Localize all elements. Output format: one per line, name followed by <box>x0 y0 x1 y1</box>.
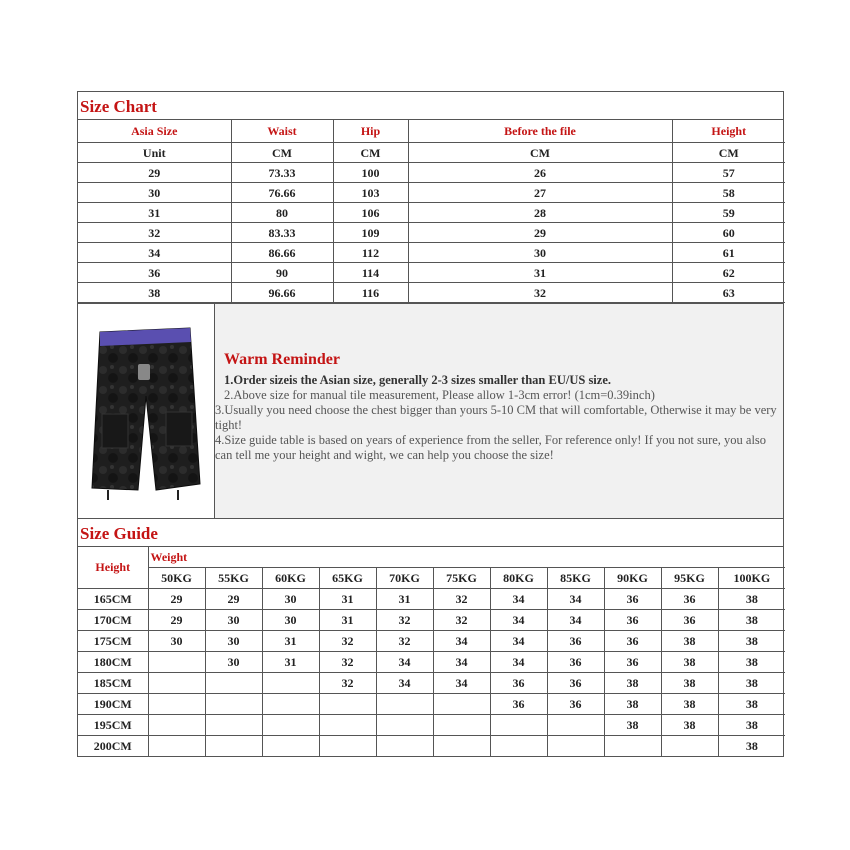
height-cell: 175CM <box>78 631 148 652</box>
chart-cell: 31 <box>408 263 672 283</box>
chart-cell: 112 <box>333 243 408 263</box>
weight-cell: 55KG <box>205 568 262 589</box>
chart-header-cell: Before the file <box>408 120 672 143</box>
chart-header-cell: Waist <box>231 120 333 143</box>
guide-cell: 34 <box>376 652 433 673</box>
guide-cell: 38 <box>718 715 785 736</box>
guide-cell <box>376 715 433 736</box>
chart-cell: 61 <box>672 243 785 263</box>
chart-cell: 59 <box>672 203 785 223</box>
guide-cell: 36 <box>547 652 604 673</box>
guide-cell <box>205 673 262 694</box>
guide-cell: 34 <box>490 589 547 610</box>
guide-cell <box>262 736 319 757</box>
weight-header: Weight <box>148 547 785 568</box>
size-sheet <box>77 91 784 757</box>
chart-cell: 100 <box>333 163 408 183</box>
weight-cell: 60KG <box>262 568 319 589</box>
guide-cell: 32 <box>376 610 433 631</box>
guide-cell <box>148 715 205 736</box>
chart-cell: 114 <box>333 263 408 283</box>
chart-cell: 86.66 <box>231 243 333 263</box>
guide-cell <box>319 694 376 715</box>
chart-cell: 31 <box>78 203 231 223</box>
guide-cell: 36 <box>661 610 718 631</box>
size-guide-table <box>78 547 785 756</box>
guide-cell <box>319 736 376 757</box>
guide-cell: 38 <box>661 673 718 694</box>
guide-cell <box>262 715 319 736</box>
chart-cell: 38 <box>78 283 231 303</box>
guide-cell <box>262 673 319 694</box>
size-chart-title: Size Chart <box>78 92 783 120</box>
table-row <box>78 263 785 283</box>
chart-cell: 62 <box>672 263 785 283</box>
guide-cell: 31 <box>319 589 376 610</box>
guide-cell <box>205 736 262 757</box>
guide-cell <box>433 736 490 757</box>
chart-cell: 34 <box>78 243 231 263</box>
chart-cell: 58 <box>672 183 785 203</box>
chart-header-cell: Height <box>672 120 785 143</box>
guide-cell <box>661 736 718 757</box>
guide-cell <box>490 715 547 736</box>
chart-cell: 63 <box>672 283 785 303</box>
reminder-title: Warm Reminder <box>224 351 340 368</box>
table-row <box>78 694 785 715</box>
guide-cell: 34 <box>547 610 604 631</box>
guide-cell <box>148 694 205 715</box>
chart-cell: 28 <box>408 203 672 223</box>
reminder-line-3: 3.Usually you need choose the chest bigger than yours 5-10 CM that will comfortable, Otherwise it may be very tight! <box>215 403 777 432</box>
guide-cell: 38 <box>718 736 785 757</box>
guide-cell: 36 <box>490 694 547 715</box>
chart-cell: 32 <box>78 223 231 243</box>
chart-cell: 60 <box>672 223 785 243</box>
guide-cell: 36 <box>661 589 718 610</box>
chart-header-cell: Hip <box>333 120 408 143</box>
guide-cell: 31 <box>262 652 319 673</box>
table-row <box>78 715 785 736</box>
chart-cell: 109 <box>333 223 408 243</box>
weight-cell: 95KG <box>661 568 718 589</box>
guide-cell: 34 <box>490 631 547 652</box>
chart-unit-row <box>78 143 785 163</box>
guide-cell: 34 <box>490 652 547 673</box>
guide-cell: 36 <box>604 631 661 652</box>
chart-cell: 80 <box>231 203 333 223</box>
guide-cell <box>376 736 433 757</box>
chart-unit-cell: CM <box>408 143 672 163</box>
guide-cell: 38 <box>661 631 718 652</box>
guide-cell: 38 <box>718 694 785 715</box>
chart-cell: 76.66 <box>231 183 333 203</box>
guide-cell: 29 <box>148 589 205 610</box>
chart-cell: 90 <box>231 263 333 283</box>
height-cell: 190CM <box>78 694 148 715</box>
guide-cell <box>148 673 205 694</box>
guide-cell: 30 <box>205 652 262 673</box>
weight-cell: 65KG <box>319 568 376 589</box>
guide-cell <box>490 736 547 757</box>
chart-unit-cell: Unit <box>78 143 231 163</box>
guide-cell: 32 <box>319 631 376 652</box>
guide-cell: 31 <box>376 589 433 610</box>
table-row <box>78 243 785 263</box>
guide-cell: 30 <box>262 589 319 610</box>
guide-cell: 31 <box>319 610 376 631</box>
guide-cell: 38 <box>604 694 661 715</box>
chart-cell: 116 <box>333 283 408 303</box>
weight-cell: 75KG <box>433 568 490 589</box>
chart-cell: 73.33 <box>231 163 333 183</box>
reminder-line-1: 1.Order sizeis the Asian size, generally 2-3 sizes smaller than EU/US size. <box>224 373 611 387</box>
chart-cell: 96.66 <box>231 283 333 303</box>
chart-unit-cell: CM <box>231 143 333 163</box>
chart-cell: 103 <box>333 183 408 203</box>
guide-cell <box>205 694 262 715</box>
weight-cell: 70KG <box>376 568 433 589</box>
chart-cell: 30 <box>78 183 231 203</box>
height-header: Height <box>78 547 148 589</box>
guide-cell: 38 <box>661 694 718 715</box>
guide-cell <box>547 736 604 757</box>
height-cell: 180CM <box>78 652 148 673</box>
guide-cell: 30 <box>205 631 262 652</box>
table-row <box>78 673 785 694</box>
chart-header-row <box>78 120 785 143</box>
guide-cell: 32 <box>319 652 376 673</box>
guide-cell: 38 <box>718 610 785 631</box>
guide-cell: 38 <box>718 631 785 652</box>
guide-cell: 36 <box>547 673 604 694</box>
guide-cell: 29 <box>148 610 205 631</box>
guide-cell: 38 <box>718 652 785 673</box>
chart-unit-cell: CM <box>672 143 785 163</box>
cargo-shorts-icon <box>78 304 214 518</box>
table-row <box>78 736 785 757</box>
guide-cell: 34 <box>433 673 490 694</box>
size-guide-title: Size Guide <box>78 519 783 547</box>
table-row <box>78 163 785 183</box>
weight-cell: 85KG <box>547 568 604 589</box>
guide-cell: 36 <box>604 589 661 610</box>
reminder-line-4: 4.Size guide table is based on years of experience from the seller, For reference only! If you not sure, you also can tell me your height and wight, we can help you choose the size! <box>215 433 767 462</box>
guide-cell <box>433 694 490 715</box>
guide-cell <box>148 652 205 673</box>
chart-cell: 106 <box>333 203 408 223</box>
guide-cell: 38 <box>604 673 661 694</box>
guide-cell: 38 <box>661 715 718 736</box>
guide-cell: 36 <box>604 652 661 673</box>
reminder-line-2: 2.Above size for manual tile measurement, Please allow 1-3cm error! (1cm=0.39inch) <box>224 388 655 402</box>
warm-reminder-section <box>78 303 783 519</box>
chart-cell: 29 <box>408 223 672 243</box>
guide-cell <box>148 736 205 757</box>
guide-cell: 31 <box>262 631 319 652</box>
guide-cell: 32 <box>433 610 490 631</box>
height-cell: 165CM <box>78 589 148 610</box>
guide-cell: 38 <box>718 589 785 610</box>
table-row <box>78 183 785 203</box>
guide-cell: 38 <box>661 652 718 673</box>
guide-cell <box>205 715 262 736</box>
shorts-product-image <box>78 304 215 518</box>
chart-cell: 32 <box>408 283 672 303</box>
chart-cell: 29 <box>78 163 231 183</box>
guide-cell <box>604 736 661 757</box>
weight-cell: 50KG <box>148 568 205 589</box>
table-row <box>78 223 785 243</box>
weight-cell: 100KG <box>718 568 785 589</box>
guide-cell: 36 <box>604 610 661 631</box>
table-row <box>78 283 785 303</box>
guide-cell: 38 <box>718 673 785 694</box>
weight-cell: 90KG <box>604 568 661 589</box>
height-cell: 185CM <box>78 673 148 694</box>
table-row <box>78 610 785 631</box>
guide-cell: 34 <box>433 631 490 652</box>
guide-cell: 34 <box>490 610 547 631</box>
table-row <box>78 203 785 223</box>
guide-cell <box>547 715 604 736</box>
chart-cell: 36 <box>78 263 231 283</box>
guide-cell: 30 <box>262 610 319 631</box>
guide-cell: 34 <box>547 589 604 610</box>
guide-cell <box>433 715 490 736</box>
guide-cell <box>376 694 433 715</box>
height-cell: 170CM <box>78 610 148 631</box>
height-cell: 200CM <box>78 736 148 757</box>
chart-cell: 27 <box>408 183 672 203</box>
guide-cell: 30 <box>205 610 262 631</box>
guide-cell: 29 <box>205 589 262 610</box>
guide-cell: 32 <box>319 673 376 694</box>
table-row <box>78 589 785 610</box>
chart-header-cell: Asia Size <box>78 120 231 143</box>
weight-cell: 80KG <box>490 568 547 589</box>
guide-cell: 36 <box>547 631 604 652</box>
guide-cell <box>319 715 376 736</box>
chart-unit-cell: CM <box>333 143 408 163</box>
guide-cell: 34 <box>433 652 490 673</box>
guide-cell: 36 <box>547 694 604 715</box>
guide-cell: 32 <box>433 589 490 610</box>
table-row <box>78 652 785 673</box>
height-cell: 195CM <box>78 715 148 736</box>
chart-cell: 26 <box>408 163 672 183</box>
chart-cell: 83.33 <box>231 223 333 243</box>
guide-cell: 30 <box>148 631 205 652</box>
guide-cell: 34 <box>376 673 433 694</box>
size-chart-table <box>78 120 785 303</box>
chart-cell: 30 <box>408 243 672 263</box>
guide-cell: 38 <box>604 715 661 736</box>
reminder-panel <box>215 304 783 518</box>
table-row <box>78 631 785 652</box>
guide-cell: 32 <box>376 631 433 652</box>
guide-cell <box>262 694 319 715</box>
chart-cell: 57 <box>672 163 785 183</box>
guide-cell: 36 <box>490 673 547 694</box>
